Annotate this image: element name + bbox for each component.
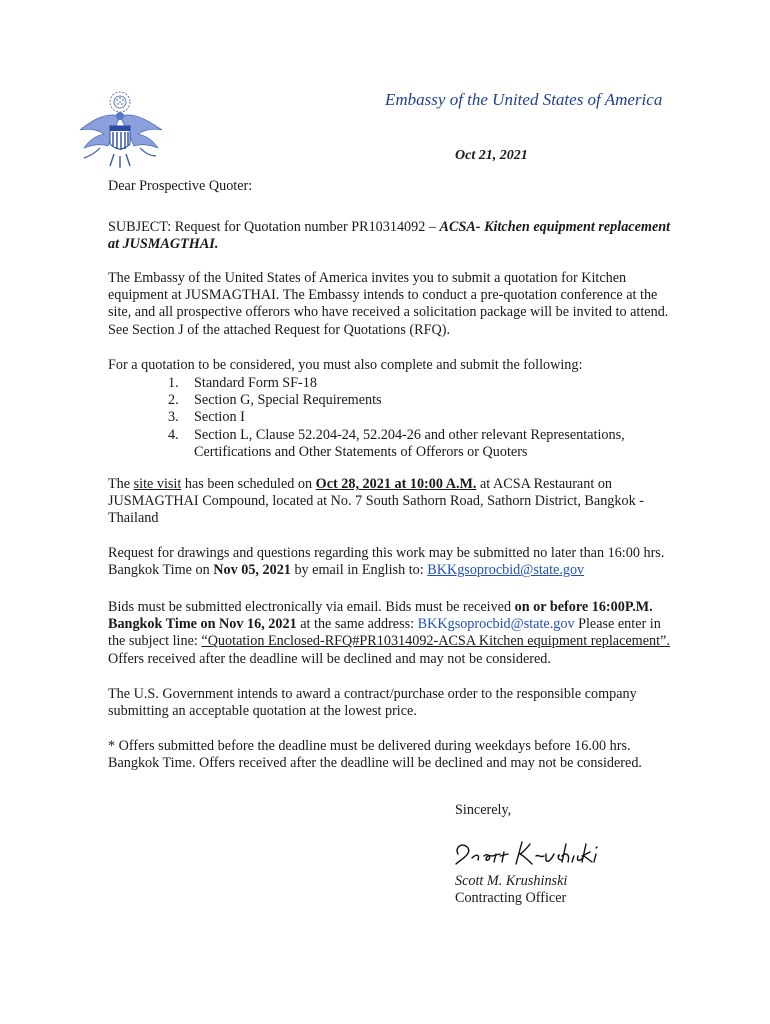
bids-text: Offers received after the deadline will be declined and may not be considered. <box>108 650 551 667</box>
list-item-text: Section L, Clause 52.204-24, 52.204-26 and other relevant Representations, Certifications and Other Statements of Offerors or Quoters <box>194 426 625 460</box>
list-item-number: 2. <box>168 392 179 409</box>
site-visit-text: has been scheduled on <box>181 476 316 492</box>
requirements-intro: For a quotation to be considered, you must also complete and submit the following: <box>108 357 583 373</box>
bids-subject-line: “Quotation Enclosed-RFQ#PR10314092-ACSA Kitchen equipment replacement”. <box>201 633 670 650</box>
questions-paragraph <box>108 545 680 579</box>
bids-text: Please enter in the subject line: <box>108 616 661 650</box>
requirements-list <box>168 375 668 461</box>
questions-text: Request for drawings and questions regarding this work may be submitted no later than 16:00 hrs. Bangkok Time on <box>108 545 665 579</box>
bids-text: at the same address: <box>296 616 418 633</box>
list-item-text: Section G, Special Requirements <box>194 392 382 409</box>
site-visit-text: The <box>108 476 134 492</box>
list-item <box>168 409 668 426</box>
site-visit-link[interactable]: site visit <box>133 476 182 492</box>
subject-prefix: SUBJECT: Request for Quotation number PR10314092 – <box>108 219 440 235</box>
list-item-text: Standard Form SF-18 <box>194 375 317 391</box>
subject-title: ACSA- Kitchen equipment replacement at JUSMAGTHAI. <box>108 219 671 253</box>
questions-email-link[interactable]: BKKgsoprocbid@state.gov <box>427 562 585 579</box>
intro-paragraph: The Embassy of the United States of America invites you to submit a quotation for Kitchen equipment at JUSMAGTHAI. The Embassy intends to conduct a pre-quotation conference at the site, and all prospective offerors who have received a solicitation package will be invited to attend. See Section J of the attached Request for Quotations (RFQ). <box>108 270 669 338</box>
salutation: Dear Prospective Quoter: <box>108 178 253 194</box>
list-item <box>168 427 668 461</box>
handwritten-signature <box>450 824 620 870</box>
bids-deadline-time: Bangkok Time on Nov 16, 2021 <box>108 616 297 633</box>
subject-paragraph <box>108 219 680 253</box>
bids-text: Bids must be submitted electronically via email. Bids must be received <box>108 599 515 615</box>
questions-deadline: Nov 05, 2021 <box>213 562 291 579</box>
list-item <box>168 375 668 392</box>
list-item-number: 1. <box>168 375 179 391</box>
site-visit-datetime: Oct 28, 2021 at 10:00 A.M. <box>315 476 477 492</box>
closing: Sincerely, <box>455 802 512 818</box>
site-visit-paragraph <box>108 476 680 528</box>
great-seal-icon <box>76 86 166 172</box>
list-item <box>168 392 668 409</box>
site-visit-text: at ACSA Restaurant on JUSMAGTHAI Compound, located at No. 7 South Sathorn Road, Sathorn District, Bangkok - Thailand <box>108 476 644 527</box>
list-item-number: 4. <box>168 426 179 443</box>
list-item-number: 3. <box>168 409 179 426</box>
questions-text: by email in English to: <box>290 562 428 579</box>
signer-title: Contracting Officer <box>455 890 567 906</box>
note-paragraph: * Offers submitted before the deadline must be delivered during weekdays before 16.00 hrs. Bangkok Time. Offers received after the deadline will be declined and may not be considered. <box>108 738 642 772</box>
bids-deadline: on or before 16:00P.M. <box>514 599 653 615</box>
embassy-name: Embassy of the United States of America <box>385 90 663 109</box>
letter-date: Oct 21, 2021 <box>455 148 528 163</box>
signer-name: Scott M. Krushinski <box>455 873 568 889</box>
bids-email-link[interactable]: BKKgsoprocbid@state.gov <box>417 616 575 633</box>
bids-paragraph <box>108 599 680 668</box>
list-item-text: Section I <box>194 409 245 426</box>
award-paragraph: The U.S. Government intends to award a contract/purchase order to the responsible company submitting an acceptable quotation at the lowest price. <box>108 686 637 720</box>
